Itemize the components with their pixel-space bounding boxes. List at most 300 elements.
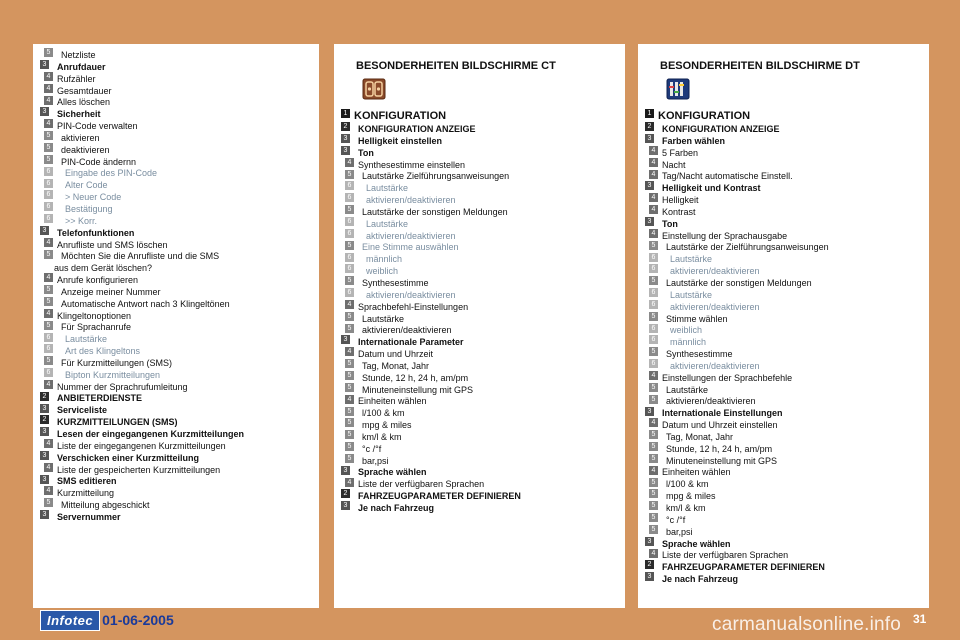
menu-row-label: Bipton Kurzmitteilungen <box>65 369 161 380</box>
level-badge: 5 <box>649 442 658 451</box>
menu-row <box>341 383 621 395</box>
menu-row <box>40 498 315 510</box>
menu-row-label: Lautstärke der sonstigen Meldungen <box>362 206 508 217</box>
level-badge: 5 <box>649 383 658 392</box>
level-badge: 3 <box>645 407 654 416</box>
menu-row-label: Internationale Einstellungen <box>662 408 783 419</box>
menu-row <box>40 368 315 380</box>
menu-row-label: Tag, Monat, Jahr <box>362 360 430 371</box>
menu-row <box>341 442 621 454</box>
menu-row-label: Servernummer <box>57 511 121 522</box>
menu-row-label: Anrufe konfigurieren <box>57 275 139 286</box>
level-badge: 5 <box>649 395 658 404</box>
menu-row-label: aktivieren/deaktivieren <box>670 266 760 277</box>
level-badge: 4 <box>44 439 53 448</box>
level-badge: 3 <box>341 466 350 475</box>
level-badge: 3 <box>40 451 49 460</box>
menu-row-label: Kontrast <box>662 206 696 217</box>
menu-row <box>40 190 315 202</box>
menu-row <box>341 501 621 513</box>
menu-row-label: aktivieren/deaktivieren <box>362 325 452 336</box>
menu-row <box>40 486 315 498</box>
menu-row <box>341 465 621 477</box>
level-badge: 5 <box>44 143 53 152</box>
menu-row <box>40 309 315 321</box>
menu-row-label: deaktivieren <box>61 144 110 155</box>
menu-row-label: Serviceliste <box>57 405 108 416</box>
menu-row-label: Einheiten wählen <box>358 396 427 407</box>
level-badge: 5 <box>345 312 354 321</box>
level-badge: 4 <box>345 158 354 167</box>
menu-row-label: Tag, Monat, Jahr <box>666 431 734 442</box>
level-badge: 6 <box>44 368 53 377</box>
menu-row-label: mpg & miles <box>362 420 412 431</box>
level-badge: 5 <box>44 131 53 140</box>
menu-row <box>40 332 315 344</box>
level-badge: 3 <box>341 335 350 344</box>
menu-row-label: Telefonfunktionen <box>57 227 135 238</box>
menu-row <box>341 108 621 122</box>
menu-row <box>341 181 621 193</box>
menu-row-label: Einstellungen der Sprachbefehle <box>662 372 793 383</box>
menu-row <box>645 537 925 549</box>
level-badge: 5 <box>345 383 354 392</box>
menu-row-label: Nummer der Sprachrufumleitung <box>57 381 188 392</box>
level-badge: 5 <box>649 347 658 356</box>
menu-row-label: Internationale Parameter <box>358 337 464 348</box>
menu-row <box>341 335 621 347</box>
menu-row <box>341 323 621 335</box>
menu-row-label: PIN-Code verwalten <box>57 121 138 132</box>
menu-row-label: aktivieren/deaktivieren <box>366 289 456 300</box>
menu-row-label: bar,psi <box>666 526 693 537</box>
menu-row-label: SMS editieren <box>57 476 117 487</box>
menu-row <box>645 394 925 406</box>
menu-row <box>341 193 621 205</box>
menu-row <box>645 240 925 252</box>
menu-row <box>40 84 315 96</box>
menu-row-label: Lautstärke der Zielführungsanweisungen <box>666 242 829 253</box>
menu-row <box>40 143 315 155</box>
menu-row-label: Lautstärke der sonstigen Meldungen <box>666 277 812 288</box>
level-badge: 4 <box>44 273 53 282</box>
menu-row <box>341 146 621 158</box>
level-badge: 5 <box>345 276 354 285</box>
level-badge: 5 <box>649 525 658 534</box>
level-badge: 5 <box>345 324 354 333</box>
level-badge: 5 <box>649 454 658 463</box>
menu-row-label: Lautstärke Zielführungsanweisungen <box>362 171 510 182</box>
menu-row-label: aktivieren/deaktivieren <box>666 396 756 407</box>
level-badge: 2 <box>40 392 49 401</box>
menu-list-dt <box>645 108 925 584</box>
level-badge: 3 <box>341 146 350 155</box>
level-badge: 3 <box>645 217 654 226</box>
level-badge: 3 <box>40 226 49 235</box>
level-badge: 3 <box>40 60 49 69</box>
menu-row-label: KONFIGURATION <box>354 110 447 122</box>
menu-row <box>40 178 315 190</box>
menu-row-label: FAHRZEUGPARAMETER DEFINIEREN <box>358 491 521 502</box>
menu-row-label: Sprachbefehl-Einstellungen <box>358 301 469 312</box>
menu-row <box>40 285 315 297</box>
menu-row <box>40 463 315 475</box>
level-badge: 5 <box>649 312 658 321</box>
menu-row-label: Netzliste <box>61 50 96 60</box>
menu-row-label: km/l & km <box>666 503 706 513</box>
menu-row <box>341 240 621 252</box>
menu-row-label: Minuteneinstellung mit GPS <box>666 455 778 466</box>
menu-row <box>341 122 621 134</box>
menu-row-label: FAHRZEUGPARAMETER DEFINIEREN <box>662 562 825 573</box>
menu-row-label: Synthesestimme einstellen <box>358 159 466 170</box>
level-badge: 4 <box>44 309 53 318</box>
menu-row-label: Nacht <box>662 159 686 170</box>
level-badge: 4 <box>44 119 53 128</box>
level-badge: 5 <box>345 454 354 463</box>
menu-row <box>341 134 621 146</box>
menu-row <box>341 430 621 442</box>
level-badge: 5 <box>44 285 53 294</box>
menu-row <box>40 119 315 131</box>
menu-row <box>645 465 925 477</box>
menu-row-label: Lautstärke <box>65 334 108 345</box>
menu-row-label: Automatische Antwort nach 3 Klingeltönen <box>61 298 230 309</box>
menu-row <box>341 169 621 181</box>
menu-row-label: Lautstärke <box>362 313 405 324</box>
menu-row <box>645 300 925 312</box>
menu-row <box>341 359 621 371</box>
level-badge: 4 <box>649 158 658 167</box>
menu-row-label: Sicherheit <box>57 109 101 120</box>
level-badge: 3 <box>645 572 654 581</box>
menu-row <box>341 489 621 501</box>
menu-row <box>40 451 315 463</box>
menu-row-label: Synthesestimme <box>666 349 733 360</box>
level-badge: 5 <box>345 418 354 427</box>
menu-row <box>645 335 925 347</box>
menu-row-label: Art des Klingeltons <box>65 346 141 357</box>
menu-row <box>645 501 925 513</box>
menu-row <box>645 560 925 572</box>
menu-row <box>40 226 315 238</box>
menu-row-label: Lautstärke <box>366 183 409 194</box>
menu-row <box>645 288 925 300</box>
menu-row-label: Anrufliste und SMS löschen <box>57 239 168 250</box>
menu-row <box>40 95 315 107</box>
menu-row-label: Mitteilung abgeschickt <box>61 500 150 511</box>
menu-row <box>341 394 621 406</box>
menu-row-label: Helligkeit <box>662 195 699 206</box>
menu-row-label: Liste der eingegangenen Kurzmitteilungen <box>57 440 226 451</box>
level-badge: 5 <box>44 155 53 164</box>
menu-row-label: °c /°f <box>666 514 686 525</box>
menu-row <box>40 427 315 439</box>
menu-row-label: aktivieren/deaktivieren <box>670 360 760 371</box>
menu-row <box>645 477 925 489</box>
menu-row-label: PIN-Code ändernn <box>61 156 137 167</box>
level-badge: 3 <box>341 501 350 510</box>
level-badge: 6 <box>649 359 658 368</box>
menu-row <box>341 347 621 359</box>
menu-column-dt <box>638 44 929 608</box>
level-badge: 5 <box>345 241 354 250</box>
level-badge: 6 <box>345 229 354 238</box>
level-badge: 5 <box>44 48 53 57</box>
level-badge: 1 <box>645 109 654 118</box>
level-badge: 4 <box>44 463 53 472</box>
menu-row-label: bar,psi <box>362 455 389 466</box>
menu-row-label: l/100 & km <box>362 408 405 419</box>
menu-row <box>40 320 315 332</box>
menu-row <box>40 48 315 60</box>
menu-row-label: KURZMITTEILUNGEN (SMS) <box>57 417 178 428</box>
menu-column-ct <box>334 44 625 608</box>
level-badge: 6 <box>345 181 354 190</box>
menu-row-label: Eine Stimme auswählen <box>362 242 459 253</box>
menu-row-label: 5 Farben <box>662 147 699 158</box>
level-badge: 5 <box>44 321 53 330</box>
menu-row <box>645 122 925 134</box>
menu-row <box>645 205 925 217</box>
level-badge: 5 <box>44 297 53 306</box>
menu-row <box>645 418 925 430</box>
level-badge: 6 <box>649 288 658 297</box>
menu-row <box>645 359 925 371</box>
menu-row <box>645 193 925 205</box>
menu-row-label: Anzeige meiner Nummer <box>61 286 161 297</box>
level-badge: 4 <box>44 72 53 81</box>
level-badge: 3 <box>40 404 49 413</box>
menu-row-label: aktivieren/deaktivieren <box>366 230 456 241</box>
menu-row-label: >> Korr. <box>65 215 98 226</box>
menu-row-label: Rufzähler <box>57 73 96 84</box>
menu-row <box>645 146 925 158</box>
level-badge: 5 <box>345 407 354 416</box>
section-heading-dt: BESONDERHEITEN BILDSCHIRME DT <box>660 60 860 72</box>
menu-row <box>40 107 315 119</box>
menu-row <box>40 72 315 84</box>
menu-row <box>645 383 925 395</box>
level-badge: 4 <box>44 380 53 389</box>
menu-row-label: ANBIETERDIENSTE <box>57 393 143 404</box>
menu-row-label: Liste der verfügbaren Sprachen <box>358 479 485 490</box>
menu-row <box>645 158 925 170</box>
menu-list-left <box>40 48 315 522</box>
menu-row-label: Je nach Fahrzeug <box>662 574 739 585</box>
menu-row-label: Stunde, 12 h, 24 h, am/pm <box>666 443 773 454</box>
menu-row <box>341 264 621 276</box>
menu-row <box>341 371 621 383</box>
level-badge: 4 <box>649 229 658 238</box>
menu-row <box>341 158 621 170</box>
level-badge: 3 <box>645 181 654 190</box>
level-badge: 5 <box>345 430 354 439</box>
level-badge: 4 <box>649 205 658 214</box>
menu-row <box>40 391 315 403</box>
menu-row <box>40 214 315 226</box>
level-badge: 4 <box>649 418 658 427</box>
menu-row <box>645 489 925 501</box>
menu-row <box>40 60 315 72</box>
menu-row <box>40 380 315 392</box>
menu-row <box>40 249 315 261</box>
menu-row-label: Liste der verfügbaren Sprachen <box>662 550 789 561</box>
menu-row-label: Eingabe des PIN-Code <box>65 168 158 179</box>
menu-row-label: Lautstärke <box>670 289 713 300</box>
menu-row-label: Lautstärke <box>666 384 709 395</box>
menu-row <box>645 134 925 146</box>
menu-row-label: weiblich <box>670 325 703 336</box>
level-badge: 5 <box>345 371 354 380</box>
level-badge: 5 <box>345 205 354 214</box>
menu-row <box>645 347 925 359</box>
menu-list-ct <box>341 108 621 513</box>
level-badge: 2 <box>341 122 350 131</box>
menu-row-label: Einheiten wählen <box>662 467 731 478</box>
infotec-logo: Infotec <box>40 610 100 631</box>
menu-row <box>645 312 925 324</box>
menu-row <box>645 406 925 418</box>
menu-row <box>40 356 315 368</box>
menu-row <box>40 166 315 178</box>
menu-row-label: Datum und Uhrzeit einstellen <box>662 420 778 431</box>
menu-row-label: Sprache wählen <box>662 538 731 549</box>
menu-row-label: Gesamtdauer <box>57 85 112 96</box>
menu-row <box>40 238 315 250</box>
menu-row <box>341 300 621 312</box>
level-badge: 4 <box>649 549 658 558</box>
menu-row-label: Einstellung der Sprachausgabe <box>662 230 788 241</box>
menu-row <box>40 261 315 273</box>
menu-row-label: Stimme wählen <box>666 313 728 324</box>
menu-row <box>645 513 925 525</box>
menu-row-label: > Neuer Code <box>65 192 122 203</box>
menu-row <box>645 229 925 241</box>
level-badge: 3 <box>40 475 49 484</box>
menu-row <box>645 276 925 288</box>
menu-row <box>341 406 621 418</box>
level-badge: 4 <box>649 193 658 202</box>
menu-row <box>40 403 315 415</box>
level-badge: 3 <box>341 134 350 143</box>
level-badge: 3 <box>645 537 654 546</box>
menu-row-label: Helligkeit einstellen <box>358 135 443 146</box>
watermark: carmanualsonline.info <box>712 614 902 635</box>
level-badge: 6 <box>345 264 354 273</box>
menu-row <box>40 474 315 486</box>
level-badge: 6 <box>44 344 53 353</box>
menu-row-label: Klingeltonoptionen <box>57 310 132 321</box>
menu-row-label: Lautstärke <box>670 254 713 265</box>
menu-row <box>645 169 925 181</box>
menu-row-label: Anrufdauer <box>57 61 106 72</box>
menu-row-label: Kurzmitteilung <box>57 488 115 499</box>
menu-row-label: Farben wählen <box>662 135 726 146</box>
level-badge: 4 <box>44 96 53 105</box>
level-badge: 4 <box>649 146 658 155</box>
menu-row <box>645 371 925 383</box>
level-badge: 6 <box>649 300 658 309</box>
level-badge: 4 <box>44 486 53 495</box>
menu-row <box>645 323 925 335</box>
menu-row-label: Lesen der eingegangenen Kurzmitteilungen <box>57 429 245 439</box>
dt-display-icon <box>666 78 690 100</box>
level-badge: 4 <box>345 347 354 356</box>
footer <box>40 610 174 630</box>
menu-row-label: Synthesestimme <box>362 277 429 288</box>
level-badge: 5 <box>649 489 658 498</box>
level-badge: 4 <box>649 466 658 475</box>
menu-row-label: KONFIGURATION ANZEIGE <box>358 124 476 134</box>
menu-row-label: Stunde, 12 h, 24 h, am/pm <box>362 372 469 383</box>
level-badge: 1 <box>341 109 350 118</box>
menu-row-label: Ton <box>358 147 374 158</box>
menu-row <box>341 229 621 241</box>
level-badge: 4 <box>44 238 53 247</box>
level-badge: 4 <box>649 170 658 179</box>
level-badge: 6 <box>345 217 354 226</box>
menu-row-label: Für Kurzmitteilungen (SMS) <box>61 357 173 368</box>
level-badge: 2 <box>341 489 350 498</box>
level-badge: 6 <box>345 288 354 297</box>
menu-row <box>341 217 621 229</box>
menu-row <box>341 454 621 466</box>
level-badge: 6 <box>649 264 658 273</box>
menu-row-label: KONFIGURATION <box>658 110 751 122</box>
menu-row-label: Alles löschen <box>57 97 111 108</box>
level-badge: 6 <box>649 335 658 344</box>
level-badge: 6 <box>649 253 658 262</box>
menu-row <box>40 415 315 427</box>
menu-row-label: aktivieren <box>61 132 100 143</box>
level-badge: 6 <box>44 179 53 188</box>
menu-row <box>645 454 925 466</box>
level-badge: 6 <box>649 324 658 333</box>
menu-row-label: Ton <box>662 218 678 229</box>
level-badge: 6 <box>44 167 53 176</box>
menu-row-label: weiblich <box>366 266 399 277</box>
level-badge: 5 <box>649 241 658 250</box>
menu-row <box>645 108 925 122</box>
level-badge: 5 <box>649 501 658 510</box>
menu-row-label: Verschicken einer Kurzmitteilung <box>57 452 200 463</box>
menu-row <box>40 202 315 214</box>
level-badge: 4 <box>44 84 53 93</box>
section-heading-ct: BESONDERHEITEN BILDSCHIRME CT <box>356 60 556 72</box>
level-badge: 6 <box>44 190 53 199</box>
ct-display-icon <box>362 78 386 100</box>
menu-row <box>341 418 621 430</box>
menu-row <box>645 548 925 560</box>
level-badge: 6 <box>44 202 53 211</box>
menu-row-label: Sprache wählen <box>358 467 427 478</box>
level-badge: 4 <box>345 300 354 309</box>
level-badge: 6 <box>44 214 53 223</box>
level-badge: 6 <box>345 253 354 262</box>
level-badge: 5 <box>345 170 354 179</box>
menu-row <box>40 344 315 356</box>
level-badge: 3 <box>40 510 49 519</box>
menu-row <box>40 131 315 143</box>
menu-row-label: männlich <box>366 254 403 265</box>
menu-row <box>341 252 621 264</box>
menu-row <box>40 155 315 167</box>
menu-row <box>645 252 925 264</box>
level-badge: 6 <box>44 333 53 342</box>
level-badge: 5 <box>345 359 354 368</box>
level-badge: 5 <box>649 276 658 285</box>
